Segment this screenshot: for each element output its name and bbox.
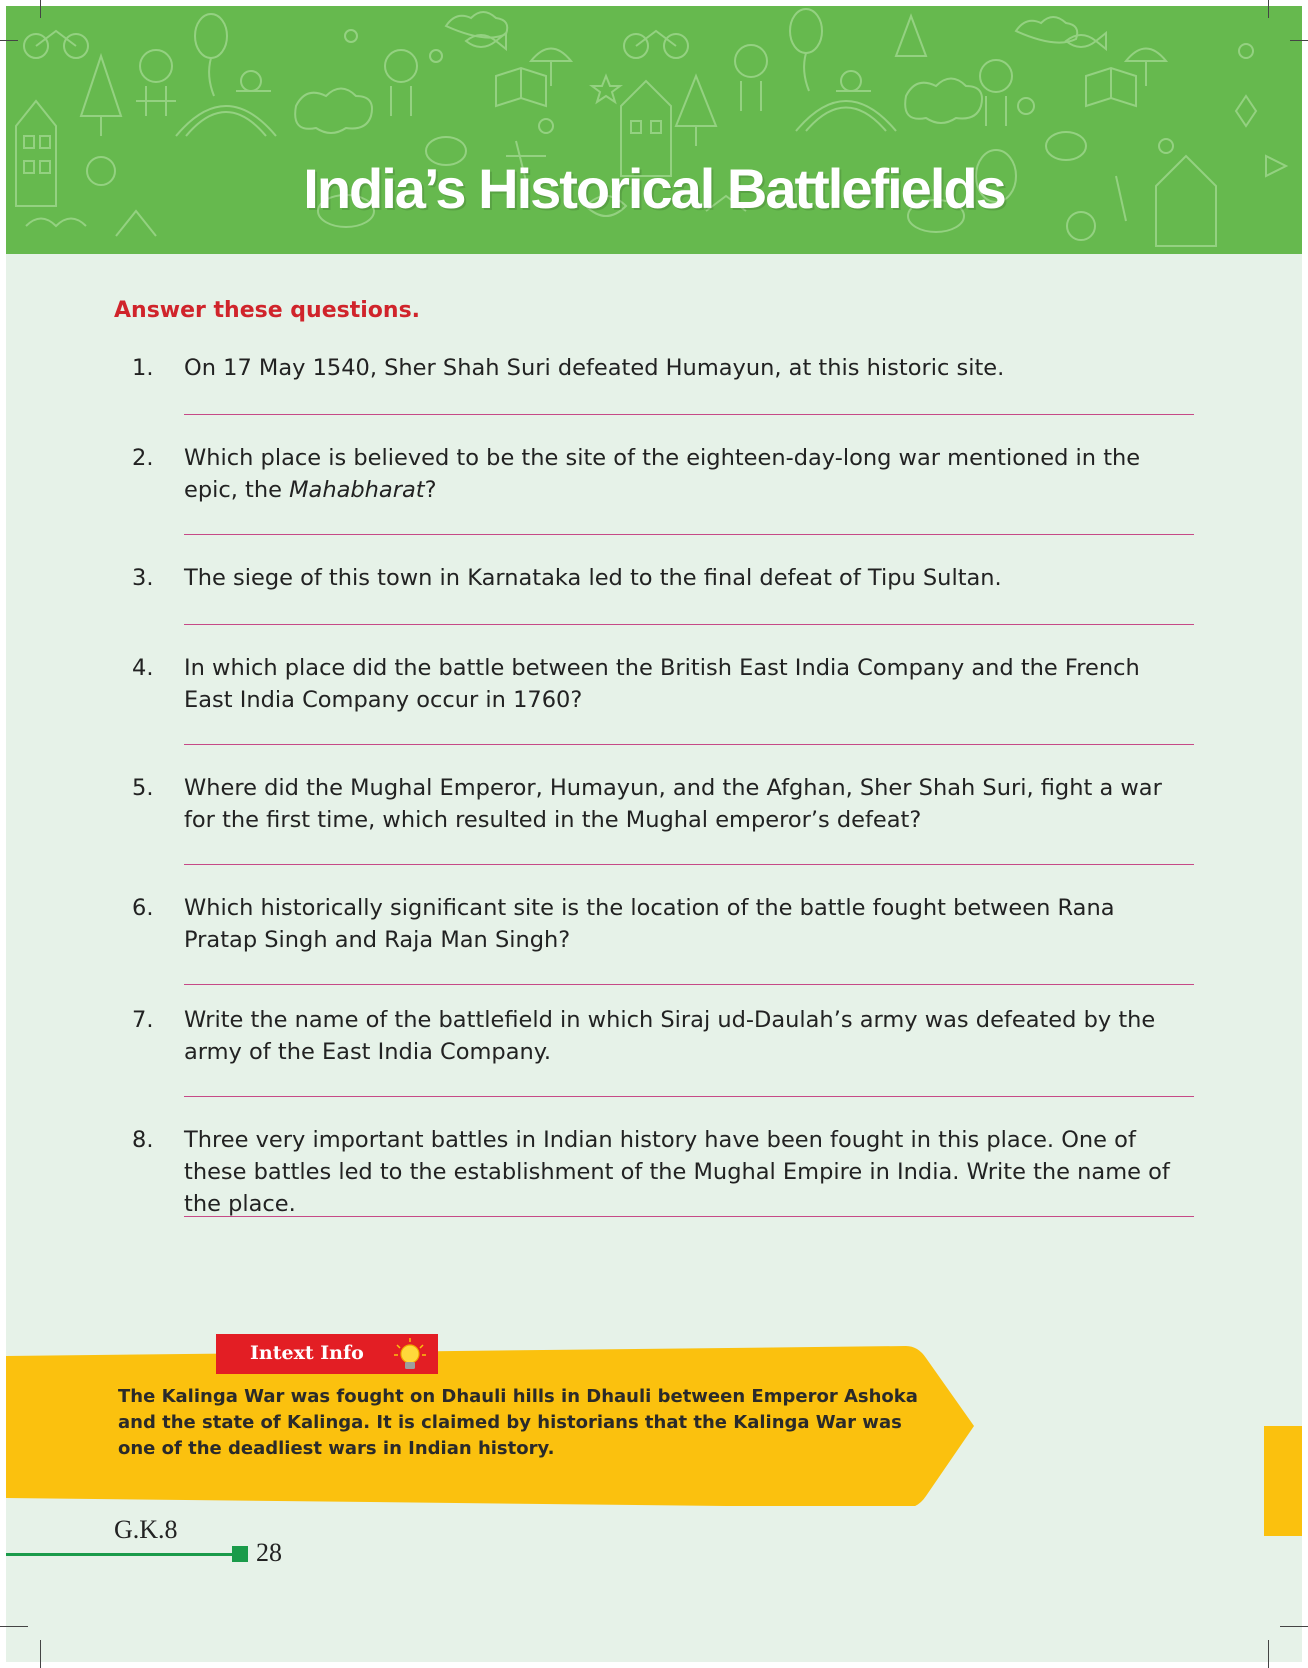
intext-info-text: The Kalinga War was fought on Dhauli hills in Dhauli between Emperor Ashoka and the state of Kalinga. It is claimed by historians that the Kalinga War was one of the deadliest wars in Indian history.: [118, 1386, 918, 1459]
worksheet-page: [6, 6, 1302, 1662]
crop-mark: [1268, 1640, 1269, 1668]
question-text: In which place did the battle between the British East India Company and the French East India Company occur in 1760?: [184, 655, 1140, 713]
question-text-start: Which place is believed to be the site of the eighteen-day-long war mentioned in the epic, the: [184, 445, 1141, 503]
crop-mark: [40, 0, 41, 18]
question-list: [6, 6, 1302, 1256]
answer-line-8[interactable]: [184, 1216, 1194, 1217]
question-text: On 17 May 1540, Sher Shah Suri defeated Humayun, at this historic site.: [184, 355, 1005, 381]
question-text: [184, 442, 1194, 506]
question-text: Which historically significant site is the location of the battle fought between Rana Pratap Singh and Raja Man Singh?: [184, 895, 1115, 953]
question-number: 5.: [132, 775, 154, 801]
footer-square-marker: [232, 1546, 248, 1562]
question-text: Where did the Mughal Emperor, Humayun, and the Afghan, Sher Shah Suri, fight a war for the first time, which resulted in the Mughal emperor’s defeat?: [184, 775, 1162, 833]
crop-mark: [1290, 40, 1308, 41]
answer-line-1[interactable]: [184, 414, 1194, 415]
page-number: 28: [256, 1538, 282, 1567]
question-number: 8.: [132, 1127, 154, 1153]
crop-mark: [1268, 0, 1269, 18]
answer-line-5[interactable]: [184, 864, 1194, 865]
question-text: Write the name of the battlefield in which Siraj ud-Daulah’s army was defeated by the army of the East India Company.: [184, 1007, 1156, 1065]
answer-line-3[interactable]: [184, 624, 1194, 625]
book-code: G.K.8: [114, 1515, 178, 1544]
question-number: 4.: [132, 655, 154, 681]
intext-info-tag: [216, 1334, 438, 1374]
question-text: The siege of this town in Karnataka led to the final defeat of Tipu Sultan.: [184, 565, 1002, 591]
question-number: 7.: [132, 1007, 154, 1033]
crop-mark: [40, 1640, 41, 1668]
light-bulb-icon: [392, 1337, 428, 1373]
answer-line-4[interactable]: [184, 744, 1194, 745]
crop-mark: [0, 1626, 28, 1627]
answer-line-6[interactable]: [184, 984, 1194, 985]
epic-title: Mahabharat: [289, 477, 425, 503]
question-text: Three very important battles in Indian history have been fought in this place. One of these battles led to the establishment of the Mughal Empire in India. Write the name of the place.: [184, 1127, 1170, 1217]
side-thumb-tab: [1264, 1426, 1302, 1536]
crop-mark: [1280, 1626, 1308, 1627]
footer-rule: [6, 1553, 232, 1556]
question-number: 3.: [132, 565, 154, 591]
intext-info-label: Intext Info: [250, 1342, 364, 1364]
crop-mark: [0, 40, 18, 41]
question-number: 2.: [132, 445, 154, 471]
question-text-end: ?: [424, 477, 437, 503]
answer-line-2[interactable]: [184, 534, 1194, 535]
page-title: India’s Historical Battlefields: [303, 157, 1005, 220]
instruction-heading: Answer these questions.: [114, 298, 421, 323]
question-number: 6.: [132, 895, 154, 921]
question-number: 1.: [132, 355, 154, 381]
answer-line-7[interactable]: [184, 1096, 1194, 1097]
